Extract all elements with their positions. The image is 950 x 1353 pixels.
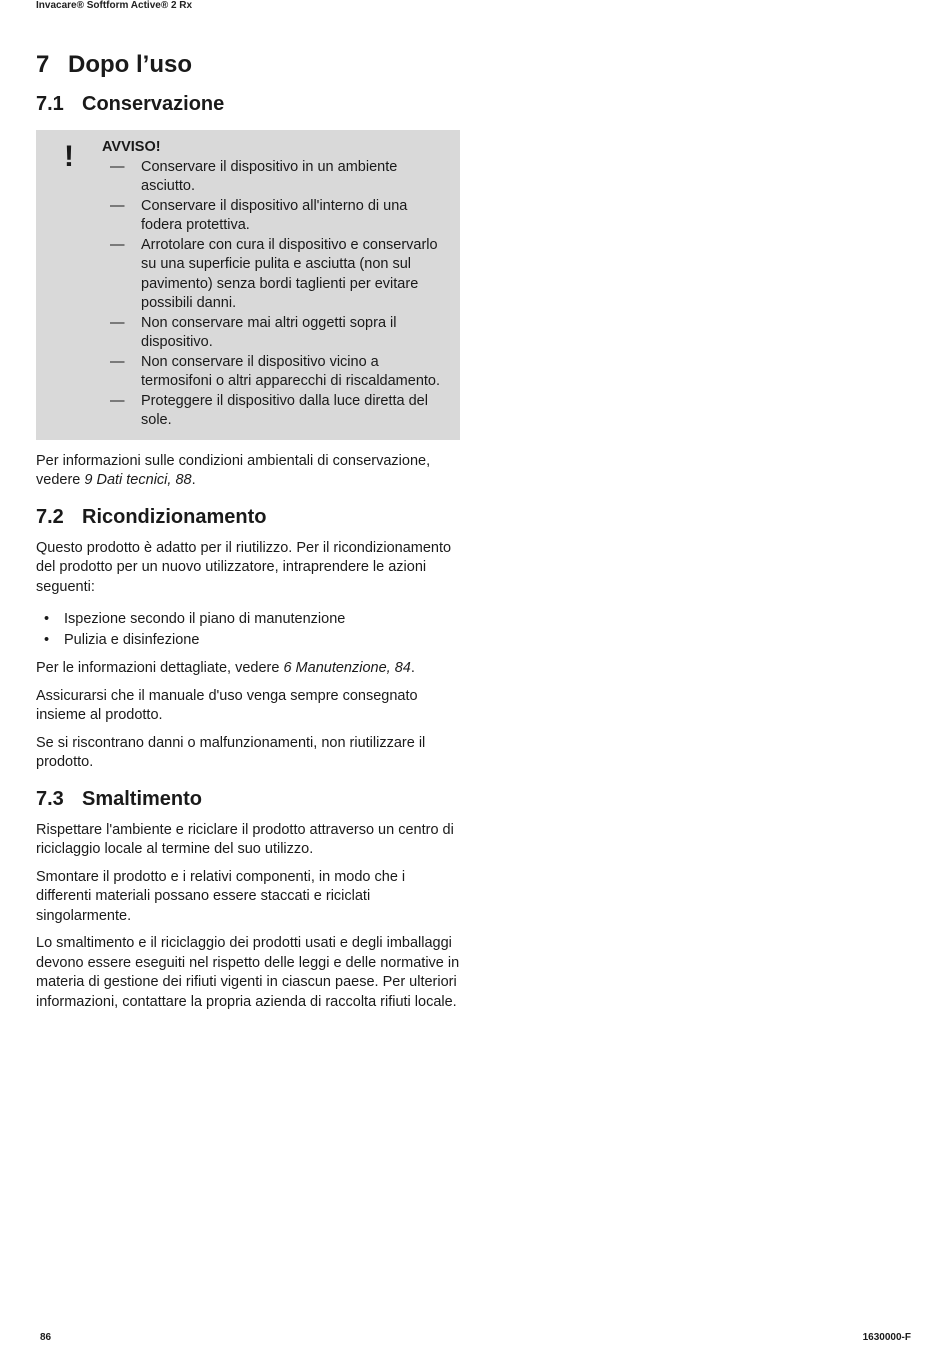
chapter-heading (36, 48, 460, 82)
cross-reference-link[interactable]: 9 Dati tecnici, 88 (84, 472, 192, 488)
list-item-text: Pulizia e disinfezione (64, 632, 200, 648)
damage-note-paragraph: Se si riscontrano danni o malfunzionamenti, non riutilizzare il prodotto. (36, 734, 426, 770)
list-item (36, 630, 460, 651)
section-title: Smaltimento (82, 787, 203, 810)
paragraph-text: Per informazioni sulle condizioni ambientali di conservazione, vedere (36, 452, 431, 488)
dash-marker: — (110, 353, 125, 370)
page-number: 86 (40, 1332, 52, 1343)
bullet-marker: • (44, 632, 50, 648)
dash-marker: — (110, 197, 125, 214)
reconditioning-intro: Questo prodotto è adatto per il riutilizzo. Per il ricondizionamento del prodotto per un nuovo utilizzatore, intraprendere le azioni seguenti: (36, 539, 452, 595)
notice-item-text: Conservare il dispositivo all'interno di una fodera protettiva. (141, 197, 408, 233)
dash-marker: — (110, 314, 125, 331)
notice-title: AVVISO! (102, 139, 161, 155)
chapter-title: Dopo l’uso (68, 51, 192, 78)
storage-conditions-paragraph (36, 452, 460, 491)
reconditioning-actions-list (36, 609, 460, 651)
notice-item (110, 197, 448, 236)
notice-content (102, 138, 448, 431)
disposal-paragraph: Lo smaltimento e il riciclaggio dei prodotti usati e degli imballaggi devono essere eseguiti nel rispetto delle leggi e delle normative in materia di gestione dei rifiuti vigenti in ciascun paese. Per ulteriori informazioni, contattare la propria azienda di raccolta rifiuti locale. (36, 935, 460, 1010)
notice-item (110, 314, 448, 353)
manual-note-paragraph: Assicurarsi che il manuale d'uso venga sempre consegnato insieme al prodotto. (36, 687, 418, 723)
notice-item-text: Proteggere il dispositivo dalla luce diretta del sole. (141, 392, 428, 428)
notice-item (110, 392, 448, 431)
bullet-marker: • (44, 611, 50, 627)
running-header: Invacare® Softform Active® 2 Rx (36, 0, 193, 11)
notice-item (110, 353, 448, 392)
list-item (36, 609, 460, 630)
section-title: Ricondizionamento (82, 505, 267, 528)
section-heading-smaltimento (36, 785, 460, 813)
disposal-paragraph: Rispettare l'ambiente e riciclare il prodotto attraverso un centro di riciclaggio locale al termine del suo utilizzo. (36, 821, 454, 857)
notice-item-text: Arrotolare con cura il dispositivo e conservarlo su una superficie pulita e asciutta (non sul pavimento) senza bordi taglienti per evitare possibili danni. (141, 236, 438, 311)
exclamation-icon: ! (64, 140, 74, 173)
notice-box (36, 130, 460, 440)
notice-item (110, 236, 448, 314)
section-number: 7.2 (36, 505, 64, 528)
notice-item-text: Conservare il dispositivo in un ambiente asciutto. (141, 158, 398, 194)
paragraph-text: Per le informazioni dettagliate, vedere (36, 660, 284, 676)
paragraph-text: . (410, 660, 415, 676)
section-heading-conservazione (36, 90, 460, 118)
chapter-number: 7 (36, 51, 50, 78)
section-title: Conservazione (82, 93, 225, 115)
notice-item (110, 158, 448, 197)
dash-marker: — (110, 392, 125, 409)
cross-reference-link[interactable]: 6 Manutenzione, 84 (283, 660, 411, 676)
section-number: 7.1 (36, 93, 64, 115)
notice-list (102, 158, 448, 431)
dash-marker: — (110, 236, 125, 253)
paragraph-text: . (191, 472, 196, 488)
dash-marker: — (110, 158, 125, 175)
list-item-text: Ispezione secondo il piano di manutenzione (64, 611, 346, 627)
page-content (36, 44, 460, 1012)
section-heading-ricondizionamento (36, 503, 460, 531)
notice-item-text: Non conservare mai altri oggetti sopra il dispositivo. (141, 314, 397, 350)
document-code: 1630000-F (862, 1332, 911, 1343)
disposal-paragraph: Smontare il prodotto e i relativi componenti, in modo che i differenti materiali possano essere staccati e riciclati singolarmente. (36, 868, 406, 924)
notice-item-text: Non conservare il dispositivo vicino a termosifoni o altri apparecchi di riscaldamento. (141, 353, 440, 389)
section-number: 7.3 (36, 787, 64, 810)
details-paragraph (36, 659, 460, 679)
